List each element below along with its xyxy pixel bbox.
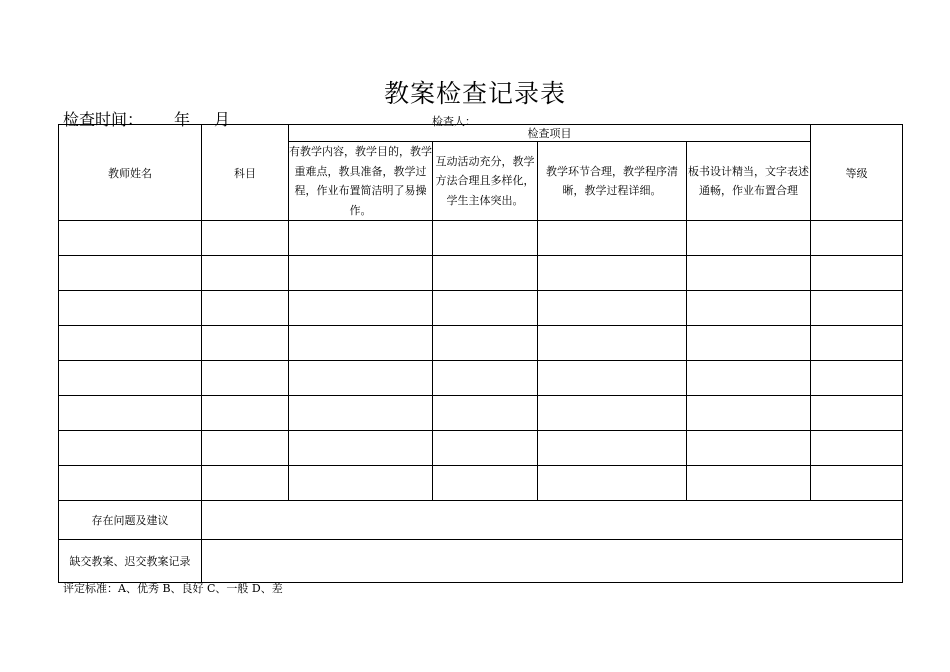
score-cell[interactable] bbox=[538, 326, 687, 361]
score-cell[interactable] bbox=[687, 431, 811, 466]
score-cell[interactable] bbox=[687, 466, 811, 501]
score-cell[interactable] bbox=[538, 396, 687, 431]
score-cell[interactable] bbox=[433, 291, 538, 326]
criterion-interaction: 互动活动充分，教学方法合理且多样化，学生主体突出。 bbox=[433, 142, 538, 221]
score-cell[interactable] bbox=[687, 221, 811, 256]
grade-cell[interactable] bbox=[811, 326, 903, 361]
table-row bbox=[59, 256, 903, 291]
score-cell[interactable] bbox=[687, 291, 811, 326]
score-cell[interactable] bbox=[289, 326, 433, 361]
score-cell[interactable] bbox=[289, 396, 433, 431]
score-cell[interactable] bbox=[538, 256, 687, 291]
inspector-label: 检查人： bbox=[432, 115, 476, 128]
missing-cell[interactable] bbox=[202, 540, 903, 583]
grading-standard: 评定标准：A、优秀 B、良好 C、一般 D、差 bbox=[63, 582, 283, 595]
score-cell[interactable] bbox=[538, 291, 687, 326]
grade-cell[interactable] bbox=[811, 221, 903, 256]
header-check-items: 检查项目 bbox=[289, 125, 811, 142]
teacher-cell[interactable] bbox=[59, 256, 202, 291]
problems-cell[interactable] bbox=[202, 501, 903, 540]
criterion-content: 有教学内容，教学目的，教学重难点，教具准备，教学过程，作业布置简洁明了易操作。 bbox=[289, 142, 433, 221]
subject-cell[interactable] bbox=[202, 466, 289, 501]
score-cell[interactable] bbox=[538, 221, 687, 256]
grade-cell[interactable] bbox=[811, 431, 903, 466]
teacher-cell[interactable] bbox=[59, 291, 202, 326]
score-cell[interactable] bbox=[289, 431, 433, 466]
problems-row bbox=[59, 501, 903, 540]
score-cell[interactable] bbox=[433, 256, 538, 291]
table-row bbox=[59, 431, 903, 466]
teacher-cell[interactable] bbox=[59, 466, 202, 501]
grade-cell[interactable] bbox=[811, 396, 903, 431]
score-cell[interactable] bbox=[687, 256, 811, 291]
table-row bbox=[59, 221, 903, 256]
score-cell[interactable] bbox=[433, 326, 538, 361]
subject-cell[interactable] bbox=[202, 431, 289, 466]
missing-row bbox=[59, 540, 903, 583]
score-cell[interactable] bbox=[433, 221, 538, 256]
year-label: 年 bbox=[174, 110, 191, 129]
problems-label: 存在问题及建议 bbox=[59, 501, 202, 540]
score-cell[interactable] bbox=[433, 361, 538, 396]
header-grade: 等级 bbox=[811, 125, 903, 221]
score-cell[interactable] bbox=[433, 431, 538, 466]
teacher-cell[interactable] bbox=[59, 326, 202, 361]
grade-cell[interactable] bbox=[811, 256, 903, 291]
subject-cell[interactable] bbox=[202, 326, 289, 361]
score-cell[interactable] bbox=[289, 361, 433, 396]
score-cell[interactable] bbox=[687, 396, 811, 431]
criterion-board-design: 板书设计精当，文字表述通畅，作业布置合理 bbox=[687, 142, 811, 221]
score-cell[interactable] bbox=[289, 256, 433, 291]
teacher-cell[interactable] bbox=[59, 361, 202, 396]
table-row bbox=[59, 396, 903, 431]
document-title: 教案检查记录表 bbox=[383, 79, 566, 108]
score-cell[interactable] bbox=[687, 361, 811, 396]
check-time-label: 检查时间： bbox=[63, 110, 144, 129]
table-row bbox=[59, 361, 903, 396]
score-cell[interactable] bbox=[687, 326, 811, 361]
score-cell[interactable] bbox=[538, 466, 687, 501]
inspection-table bbox=[58, 124, 903, 583]
grade-cell[interactable] bbox=[811, 466, 903, 501]
table-row bbox=[59, 466, 903, 501]
criterion-procedure: 教学环节合理，教学程序清晰，教学过程详细。 bbox=[538, 142, 687, 221]
teacher-cell[interactable] bbox=[59, 221, 202, 256]
header-teacher-name: 教师姓名 bbox=[59, 125, 202, 221]
subject-cell[interactable] bbox=[202, 361, 289, 396]
score-cell[interactable] bbox=[538, 361, 687, 396]
score-cell[interactable] bbox=[433, 466, 538, 501]
missing-label: 缺交教案、迟交教案记录 bbox=[59, 540, 202, 583]
teacher-cell[interactable] bbox=[59, 396, 202, 431]
grade-cell[interactable] bbox=[811, 291, 903, 326]
grade-cell[interactable] bbox=[811, 361, 903, 396]
subject-cell[interactable] bbox=[202, 256, 289, 291]
score-cell[interactable] bbox=[289, 221, 433, 256]
score-cell[interactable] bbox=[538, 431, 687, 466]
score-cell[interactable] bbox=[289, 466, 433, 501]
teacher-cell[interactable] bbox=[59, 431, 202, 466]
score-cell[interactable] bbox=[433, 396, 538, 431]
table-row bbox=[59, 326, 903, 361]
subject-cell[interactable] bbox=[202, 291, 289, 326]
subject-cell[interactable] bbox=[202, 221, 289, 256]
score-cell[interactable] bbox=[289, 291, 433, 326]
header-subject: 科目 bbox=[202, 125, 289, 221]
subject-cell[interactable] bbox=[202, 396, 289, 431]
table-row bbox=[59, 291, 903, 326]
month-label: 月 bbox=[214, 110, 231, 129]
header-row-1 bbox=[59, 125, 903, 142]
